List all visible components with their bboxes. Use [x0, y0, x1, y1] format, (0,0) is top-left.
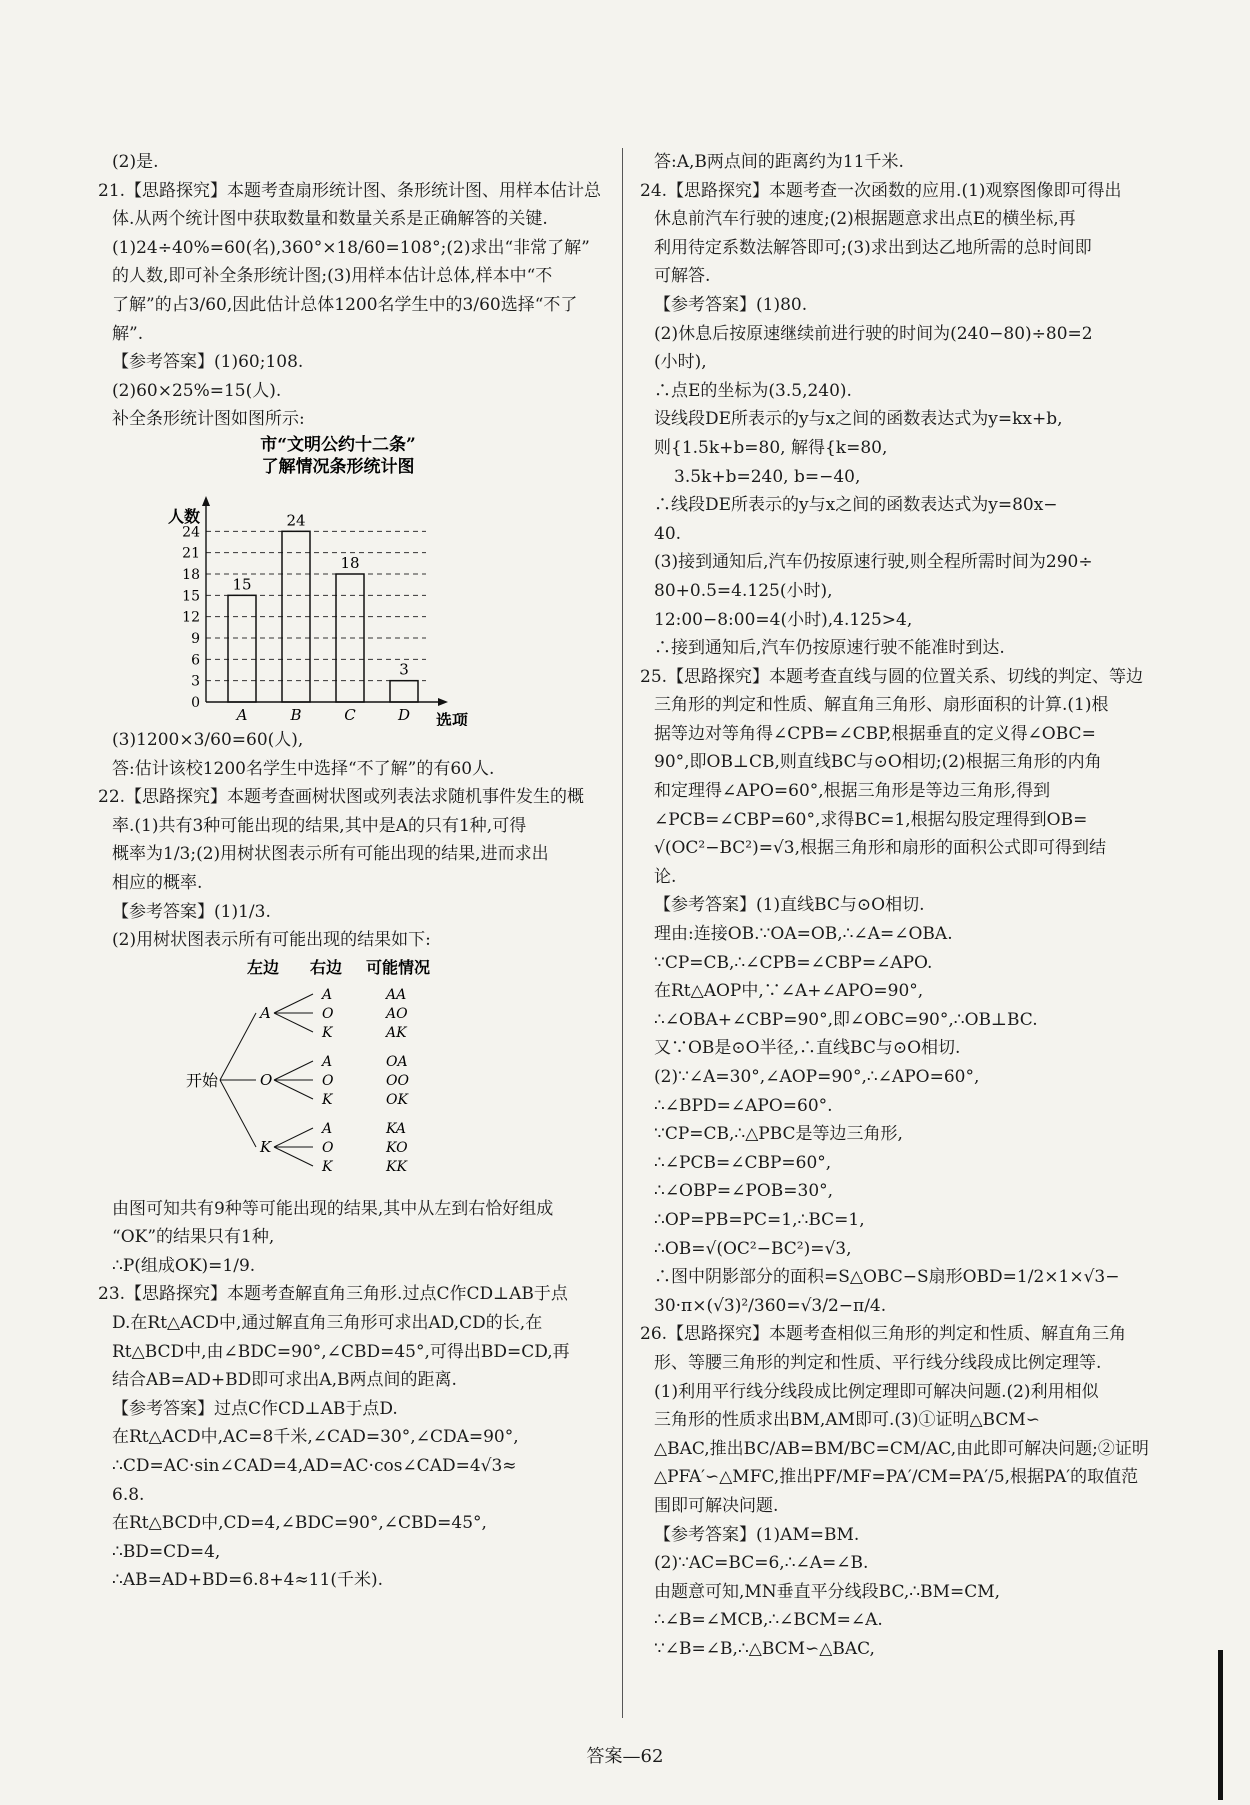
text-line: 答:估计该校1200名学生中选择“不了解”的有60人. [112, 758, 495, 779]
tree-right-node: O [322, 1139, 334, 1156]
text-line: 三角形的判定和性质、解直角三角形、扇形面积的计算.(1)根 [654, 695, 1109, 716]
x-tick-label: B [290, 705, 302, 724]
text-line: ∴CD=AC·sin∠CAD=4,AD=AC·cos∠CAD=4√3≈ [112, 1456, 517, 1477]
text-line: 在Rt△AOP中,∵∠A+∠APO=90°, [654, 981, 924, 1002]
text-line: (1)24÷40%=60(名),360°×18/60=108°;(2)求出“非常了解” [112, 237, 590, 258]
text-line: 在Rt△ACD中,AC=8千米,∠CAD=30°,∠CDA=90°, [112, 1427, 519, 1448]
y-tick-label: 24 [182, 524, 200, 541]
text-line: 形、等腰三角形的判定和性质、平行线分线段成比例定理等. [654, 1352, 1102, 1373]
bar-value-label: 18 [340, 553, 360, 572]
text-line: ∴∠B=∠MCB,∴∠BCM=∠A. [654, 1610, 883, 1631]
text-line: ∴OB=√(OC²−BC²)=√3, [654, 1238, 852, 1259]
tree-diagram [98, 955, 608, 1195]
tree-outcome: KO [386, 1139, 408, 1156]
text-line: “OK”的结果只有1种, [112, 1227, 275, 1248]
column-divider [622, 148, 623, 1718]
text-line: 解”. [112, 323, 144, 344]
text-line: (2)休息后按原速继续前进行驶的时间为(240−80)÷80=2 [654, 323, 1093, 344]
text-line: 补全条形统计图如图所示: [112, 409, 305, 430]
y-axis-arrow [202, 496, 210, 506]
scan-edge-mark [1218, 1650, 1223, 1800]
text-line: 【参考答案】(1)1/3. [112, 901, 271, 922]
tree-branch [220, 1080, 256, 1147]
tree-outcome: AK [386, 1024, 407, 1041]
tree-outcome: AO [386, 1005, 408, 1022]
y-tick-label: 18 [182, 566, 200, 583]
y-tick-label: 6 [191, 652, 200, 669]
text-line: 相应的概率. [112, 872, 203, 893]
bar-value-label: 15 [232, 575, 252, 594]
text-line: 22.【思路探究】本题考查画树状图或列表法求随机事件发生的概 [98, 787, 585, 808]
text-line: ∴接到通知后,汽车仍按原速行驶不能准时到达. [654, 638, 1005, 659]
text-line: 利用待定系数法解答即可;(3)求出到达乙地所需的总时间即 [654, 237, 1092, 258]
text-line: (小时), [654, 352, 707, 373]
tree-outcome: OA [386, 1053, 408, 1070]
text-line: 在Rt△BCD中,CD=4,∠BDC=90°,∠CBD=45°, [112, 1513, 487, 1534]
tree-branch [274, 1080, 313, 1099]
text-line: 【参考答案】(1)AM=BM. [654, 1524, 860, 1545]
text-line: 则{1.5k+b=80, 解得{k=80, [654, 437, 888, 458]
text-line: ∠PCB=∠CBP=60°,求得BC=1,根据勾股定理得到OB= [654, 809, 1088, 830]
bar-chart [98, 434, 608, 726]
tree-right-node: A [322, 986, 333, 1003]
text-line: ∴点E的坐标为(3.5,240). [654, 380, 852, 401]
text-line: 设线段DE所表示的y与x之间的函数表达式为y=kx+b, [654, 409, 1063, 430]
text-line: 的人数,即可补全条形统计图;(3)用样本估计总体,样本中“不 [112, 266, 553, 287]
text-line: √(OC²−BC²)=√3,根据三角形和扇形的面积公式即可得到结 [654, 838, 1107, 859]
text-line: (2)∵AC=BC=6,∴∠A=∠B. [654, 1553, 869, 1574]
text-line: (2)用树状图表示所有可能出现的结果如下: [112, 930, 431, 951]
tree-right-node: A [322, 1053, 333, 1070]
text-line: 据等边对等角得∠CPB=∠CBP,根据垂直的定义得∠OBC= [654, 723, 1096, 744]
text-line: (2)60×25%=15(人). [112, 380, 282, 401]
text-line: (3)1200×3/60=60(人), [112, 729, 304, 750]
text-line: ∵CP=CB,∴∠CPB=∠CBP=∠APO. [654, 952, 933, 973]
chart-subtitle: 了解情况条形统计图 [261, 456, 415, 477]
text-line: ∵∠B=∠B,∴△BCM∽△BAC, [654, 1638, 875, 1659]
tree-right-node: O [322, 1072, 334, 1089]
text-line: ∴P(组成OK)=1/9. [112, 1255, 256, 1276]
text-line: (3)接到通知后,汽车仍按原速行驶,则全程所需时间为290÷ [654, 552, 1093, 573]
x-axis-arrow [438, 698, 448, 706]
y-tick-label: 15 [182, 588, 200, 605]
text-line: 体.从两个统计图中获取数量和数量关系是正确解答的关键. [112, 209, 548, 230]
x-axis-label: 选项 [436, 710, 469, 726]
text-line: 论. [654, 866, 677, 887]
x-tick-label: A [236, 705, 248, 724]
tree-branch [274, 1061, 313, 1080]
text-line: 25.【思路探究】本题考查直线与圆的位置关系、切线的判定、等边 [640, 666, 1144, 687]
text-line: 可解答. [654, 266, 711, 287]
text-line: ∴∠OBA+∠CBP=90°,即∠OBC=90°,∴OB⊥BC. [654, 1009, 1038, 1030]
text-line: 又∵OB是⊙O半径,∴直线BC与⊙O相切. [654, 1038, 961, 1059]
y-tick-label: 9 [191, 630, 200, 647]
tree-outcome: AA [386, 986, 407, 1003]
tree-left-node: K [260, 1137, 272, 1156]
text-line: ∴∠BPD=∠APO=60°. [654, 1095, 833, 1116]
text-line: 率.(1)共有3种可能出现的结果,其中是A的只有1种,可得 [112, 815, 527, 836]
text-line: 由图可知共有9种等可能出现的结果,其中从左到右恰好组成 [112, 1198, 554, 1219]
text-line: 3.5k+b=240, b=−40, [674, 466, 861, 487]
text-line: 由题意可知,MN垂直平分线段BC,∴BM=CM, [654, 1581, 1001, 1602]
tree-header: 左边 [246, 957, 280, 977]
text-line: D.在Rt△ACD中,通过解直角三角形可求出AD,CD的长,在 [112, 1313, 543, 1334]
tree-branch [274, 1013, 313, 1032]
text-line: 【参考答案】(1)80. [654, 294, 808, 315]
tree-outcome: KK [386, 1158, 407, 1175]
y-axis-label: 人数 [168, 506, 201, 526]
tree-right-node: K [322, 1091, 333, 1108]
tree-start-label: 开始 [186, 1070, 219, 1090]
text-line: 30·π×(√3)²/360=√3/2−π/4. [654, 1295, 887, 1316]
text-line: 答:A,B两点间的距离约为11千米. [654, 152, 904, 172]
text-line: 了解”的占3/60,因此估计总体1200名学生中的3/60选择“不了 [112, 294, 578, 315]
tree-right-node: K [322, 1024, 333, 1041]
text-line: (2)是. [112, 152, 159, 172]
text-line: (2)∵∠A=30°,∠AOP=90°,∴∠APO=60°, [654, 1067, 980, 1087]
text-line: 概率为1/3;(2)用树状图表示所有可能出现的结果,进而求出 [112, 844, 549, 865]
text-line: ∴BD=CD=4, [112, 1541, 221, 1562]
bar-chart-svg [98, 434, 608, 726]
text-line: (1)利用平行线分线段成比例定理即可解决问题.(2)利用相似 [654, 1381, 1099, 1402]
left-text-block-1 [98, 148, 608, 434]
text-line: △PFA′∽△MFC,推出PF/MF=PA′/CM=PA′/5,根据PA′的取值范 [654, 1467, 1139, 1488]
bar-value-label: 24 [286, 511, 306, 530]
tree-right-node: K [322, 1158, 333, 1175]
text-line: ∵CP=CB,∴△PBC是等边三角形, [654, 1124, 903, 1145]
text-line: 12:00−8:00=4(小时),4.125>4, [654, 609, 913, 630]
tree-left-node: A [260, 1003, 271, 1022]
text-line: 90°,即OB⊥CB,则直线BC与⊙O相切;(2)根据三角形的内角 [654, 752, 1102, 773]
text-line: 40. [654, 523, 682, 544]
tree-right-node: O [322, 1005, 334, 1022]
tree-branch [220, 1013, 256, 1080]
bar-A [228, 595, 256, 702]
text-line: 【参考答案】(1)直线BC与⊙O相切. [654, 895, 925, 916]
text-line: 6.8. [112, 1484, 145, 1505]
y-tick-label: 21 [182, 545, 200, 562]
text-line: ∴∠OBP=∠POB=30°, [654, 1181, 834, 1202]
text-line: 【参考答案】(1)60;108. [112, 352, 304, 373]
tree-outcome: KA [386, 1120, 407, 1137]
bar-value-label: 3 [399, 660, 409, 679]
tree-header: 可能情况 [365, 957, 431, 977]
tree-outcome: OO [386, 1072, 409, 1089]
chart-title: 市“文明公约十二条” [260, 434, 416, 455]
text-line: 围即可解决问题. [654, 1495, 779, 1516]
tree-diagram-svg [98, 955, 608, 1195]
text-line: ∴AB=AD+BD=6.8+4≈11(千米). [112, 1570, 383, 1591]
text-line: ∴图中阴影部分的面积=S△OBC−S扇形OBD=1/2×1×√3− [654, 1267, 1120, 1288]
text-line: 休息前汽车行驶的速度;(2)根据题意求出点E的横坐标,再 [654, 209, 1076, 230]
text-line: 理由:连接OB.∵OA=OB,∴∠A=∠OBA. [654, 924, 953, 945]
text-line: 21.【思路探究】本题考查扇形统计图、条形统计图、用样本估计总 [98, 180, 602, 201]
text-line: 三角形的性质求出BM,AM即可.(3)①证明△BCM∽ [654, 1410, 1041, 1431]
y-tick-label: 3 [191, 673, 200, 690]
text-line: Rt△BCD中,由∠BDC=90°,∠CBD=45°,可得出BD=CD,再 [112, 1341, 570, 1362]
text-line: 和定理得∠APO=60°,根据三角形是等边三角形,得到 [654, 781, 1051, 802]
text-line: ∴∠PCB=∠CBP=60°, [654, 1152, 832, 1173]
right-column [640, 148, 1180, 1663]
tree-right-node: A [322, 1120, 333, 1137]
text-line: △BAC,推出BC/AB=BM/BC=CM/AC,由此即可解决问题;②证明 [654, 1438, 1149, 1459]
right-text-block [640, 148, 1180, 1663]
text-line: 80+0.5=4.125(小时), [654, 580, 833, 601]
tree-left-node: O [260, 1070, 273, 1089]
text-line: 23.【思路探究】本题考查解直角三角形.过点C作CD⊥AB于点 [98, 1284, 568, 1305]
text-line: 结合AB=AD+BD即可求出A,B两点间的距离. [112, 1370, 457, 1391]
x-tick-label: D [397, 705, 411, 724]
page-number: 答案—62 [586, 1746, 664, 1767]
tree-outcome: OK [386, 1091, 408, 1108]
text-line: 【参考答案】过点C作CD⊥AB于点D. [112, 1398, 398, 1419]
tree-branch [274, 1128, 313, 1147]
left-column [98, 148, 608, 1595]
tree-branch [274, 1147, 313, 1166]
text-line: ∴OP=PB=PC=1,∴BC=1, [654, 1209, 865, 1230]
y-tick-label: 0 [191, 694, 200, 711]
x-tick-label: C [344, 705, 356, 724]
text-line: 24.【思路探究】本题考查一次函数的应用.(1)观察图像即可得出 [640, 180, 1122, 201]
bar-D [390, 681, 418, 702]
y-tick-label: 12 [182, 609, 200, 626]
text-line: 26.【思路探究】本题考查相似三角形的判定和性质、解直角三角 [640, 1324, 1127, 1345]
left-text-block-3 [98, 1195, 608, 1595]
tree-header: 右边 [309, 957, 343, 977]
text-line: ∴线段DE所表示的y与x之间的函数表达式为y=80x− [654, 495, 1058, 516]
tree-branch [274, 994, 313, 1013]
left-text-block-2 [98, 726, 608, 955]
